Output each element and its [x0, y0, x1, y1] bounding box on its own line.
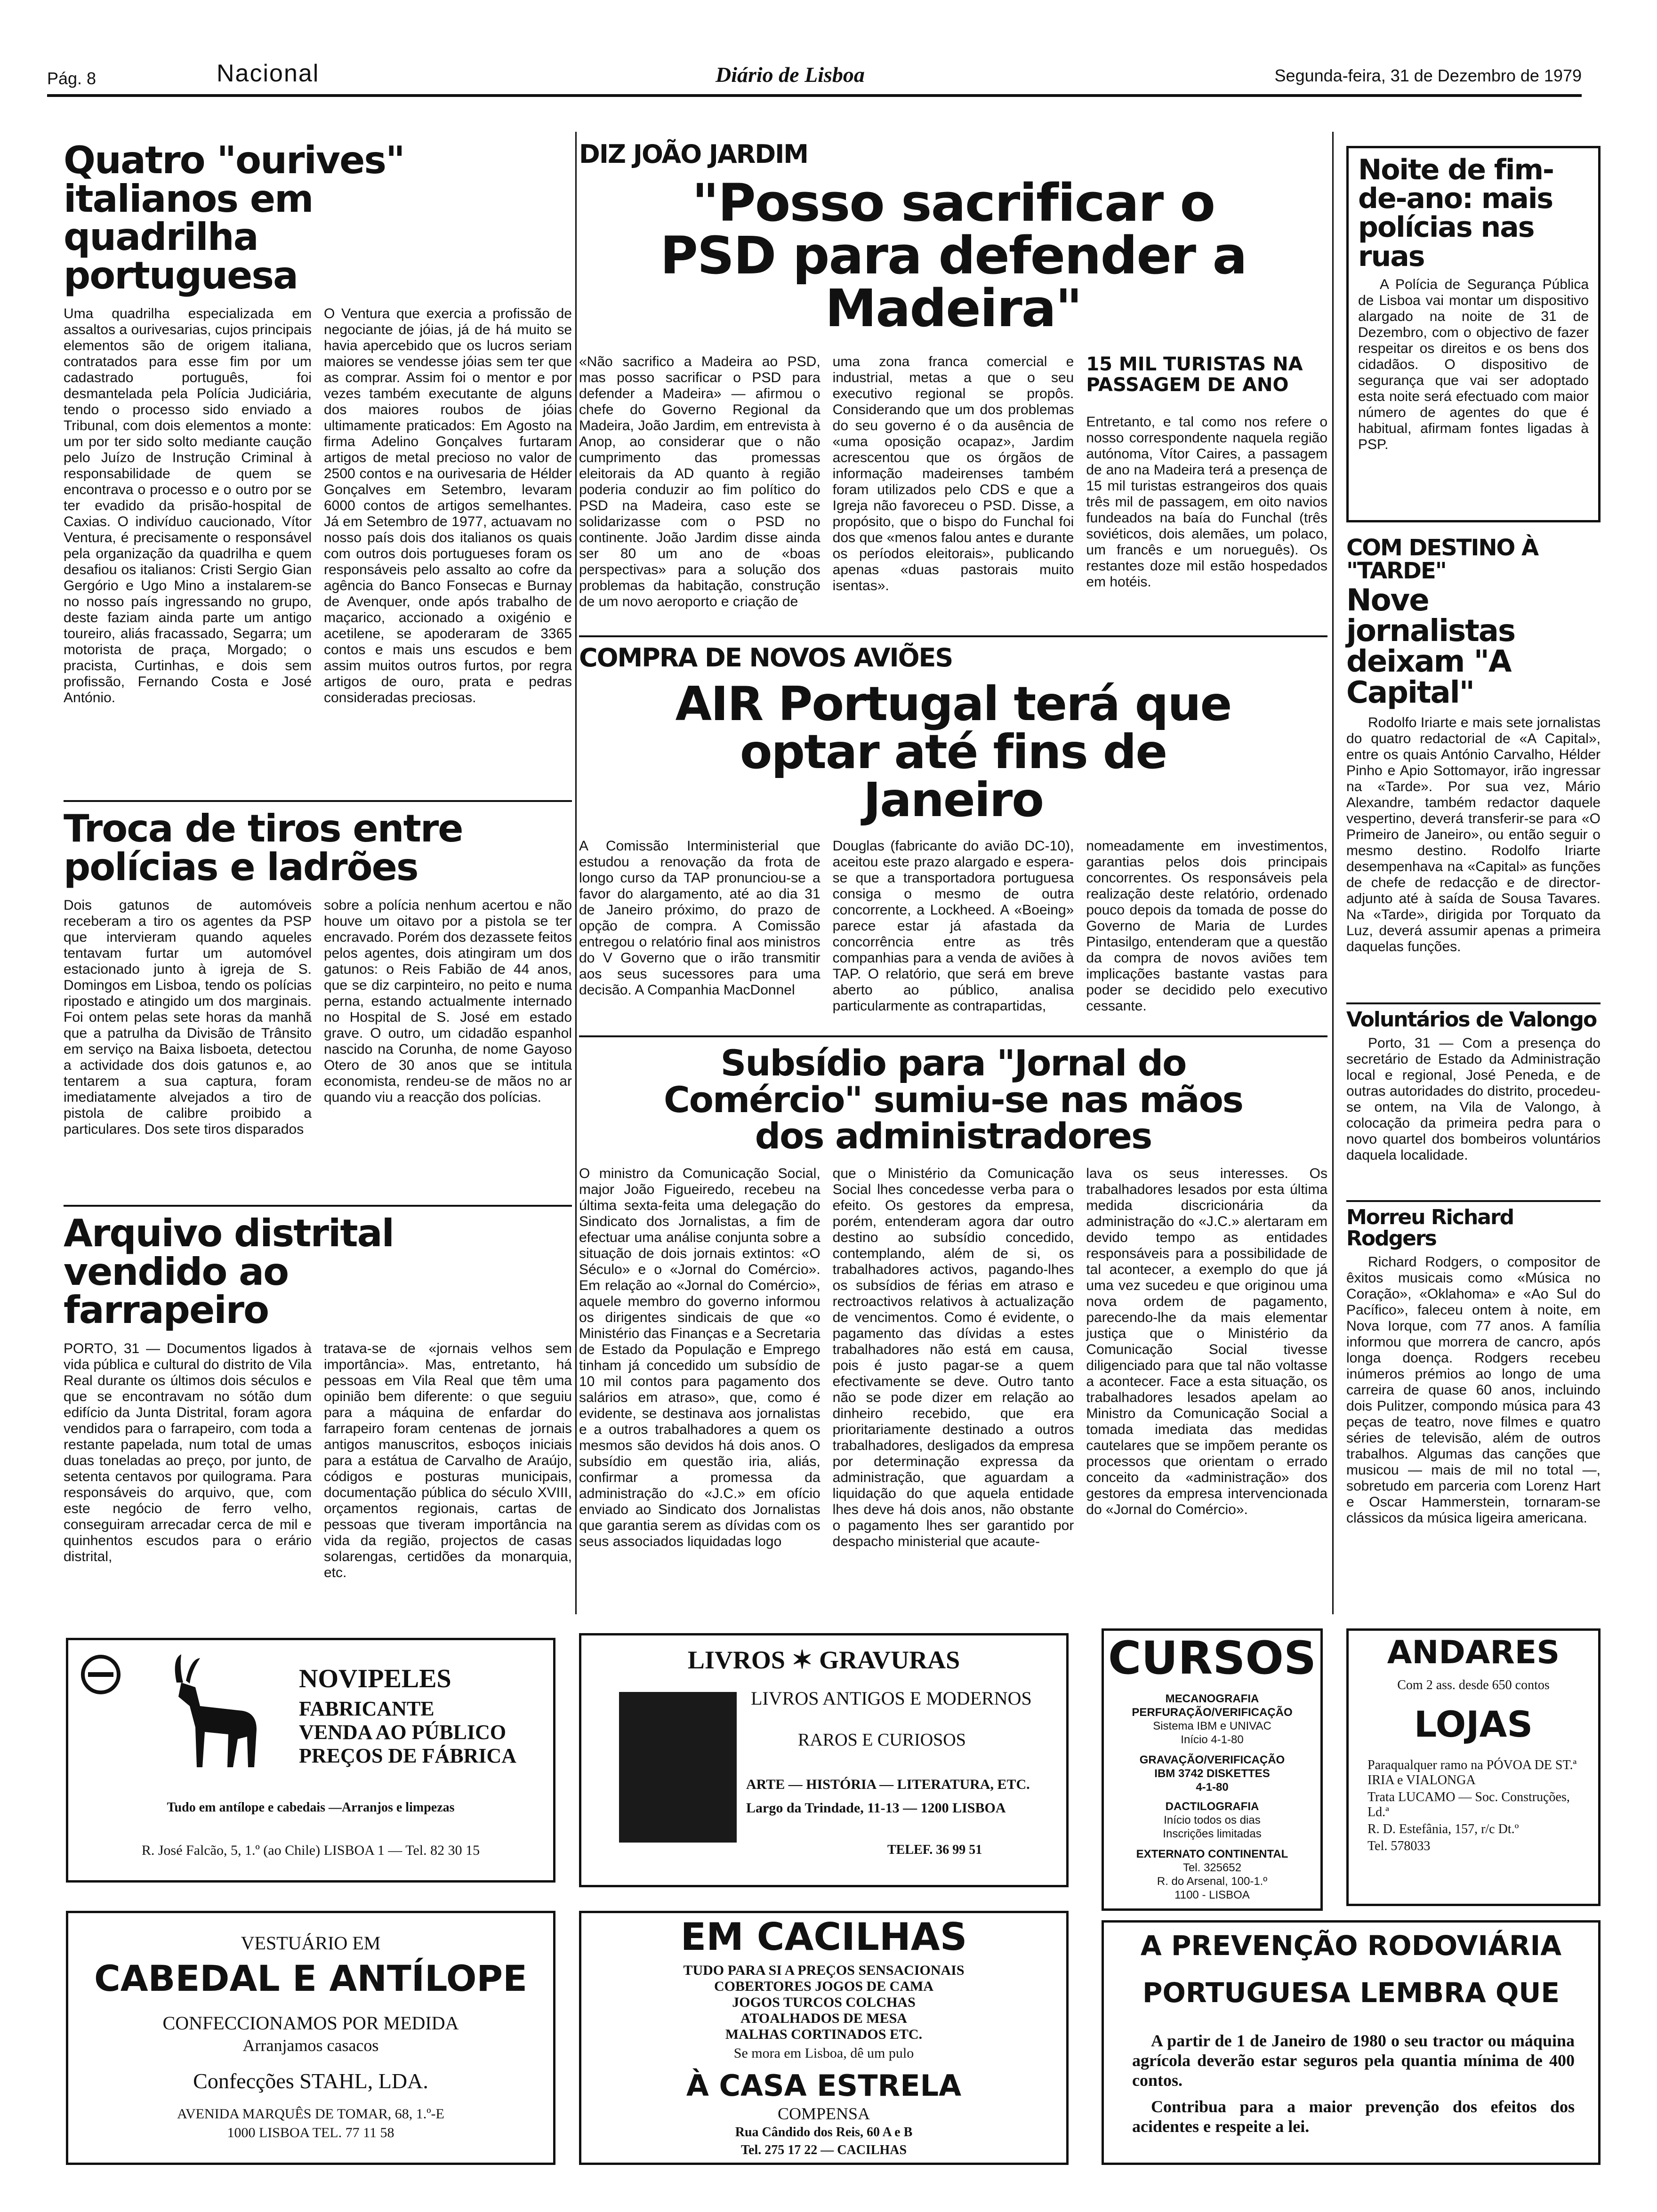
cursos-line3: Sistema IBM e UNIVAC — [1153, 1720, 1271, 1732]
subsidio-col1: O ministro da Comunicação Social, major João Figueiredo, recebeu na última sexta-feita uma delegação do Sindicato dos Jornalistas, a fim de efectuar uma análise conjunta sobre a situação de dois jornais extintos: «O Século» e o «Jornal do Comércio». Em relação ao «Jornal do Comércio», aquele membro do governo informou os dirigentes sindicais de que «o Ministério das Finanças e a Secretaria de Estado da População e Emprego tinham já concedido um subsídio de 10 mil contos para pagamento dos salários em atraso», que, como é evidente, se destinava aos jornalistas e a outros trabalhadores a quem os mesmos são devidos há dois anos. O subsídio em questão iria, aliás, confirmar a promessa da administração do «J.C.» em ofício enviado ao Sindicato dos Jornalistas que garantia serem as dívidas com os seus associados liquidadas logo — [579, 1165, 820, 1549]
cursos-line12: Tel. 325652 — [1182, 1861, 1242, 1874]
andares-line3: Trata LUCAMO — Soc. Construções, Ld.ª — [1367, 1790, 1570, 1819]
cursos-block — [1104, 1692, 1320, 1902]
rule-jardim-air — [579, 635, 1327, 637]
article-jardim — [579, 141, 1327, 610]
engraving-image — [619, 1692, 737, 1843]
article-ourives — [64, 138, 572, 706]
cursos-line7: 4-1-80 — [1196, 1781, 1229, 1794]
livros-line5: TELEF. 36 99 51 — [887, 1843, 982, 1857]
cacilhas-line2: COBERTORES JOGOS DE CAMA — [714, 1979, 933, 1994]
casa-estrela-title: À CASA ESTRELA — [686, 2068, 962, 2103]
cacilhas-line9: Tel. 275 17 22 — CACILHAS — [740, 2143, 907, 2157]
cabedal-line1: VESTUÁRIO EM — [241, 1932, 381, 1954]
article-arquivo — [64, 1211, 572, 1581]
newspaper-title: Diário de Lisboa — [716, 63, 865, 87]
arquivo-headline: Arquivo distrital vendido ao farrapeiro — [64, 1211, 394, 1332]
article-rodgers — [1346, 1207, 1601, 1526]
cacilhas-line7: COMPENSA — [777, 2104, 870, 2123]
novipeles-line1: FABRICANTE — [299, 1697, 434, 1720]
prevencao-title1: A PREVENÇÃO RODOVIÁRIA — [1140, 1930, 1562, 1962]
subsidio-headline: Subsídio para "Jornal do Comércio" sumiu-se nas mãos dos administradores — [663, 1042, 1243, 1157]
novipeles-line5: R. José Falcão, 5, 1.º (ao Chile) LISBOA 1 — Tel. 82 30 15 — [141, 1843, 480, 1858]
arquivo-col1: PORTO, 31 — Documentos ligados à vida pública e cultural do distrito de Vila Real durante os últimos dois séculos e que se encontravam no sótão dum edifício da Junta Distrital, foram agora vendidos para o farrapeiro, com toda a restante papelada, num total de umas duas toneladas ao preço, por junto, de setenta centavos por quilograma. Para responsáveis do arquivo, que, com este negócio de ferro velho, conseguiram arrecadar cerca de mil e quinhentos escudos para o erário distrital, — [64, 1340, 312, 1564]
air-headline: AIR Portugal terá que optar até fins de Janeiro — [675, 676, 1231, 828]
livros-line4: Largo da Trindade, 11-13 — 1200 LISBOA — [746, 1800, 1006, 1816]
cursos-line4: Início 4-1-80 — [1181, 1733, 1244, 1746]
cursos-line1: MECANOGRAFIA — [1165, 1692, 1259, 1705]
cursos-line6: IBM 3742 DISKETTES — [1154, 1767, 1270, 1780]
valongo-text: Porto, 31 — Com a presença do secretário de Estado da Administração local e regional, José Peneda, e de outras autoridades do distrito, procedeu-se ontem, na Vila de Valongo, à colocação da primeira pedra para o novo quartel dos bombeiros voluntários daquela localidade. — [1346, 1035, 1601, 1163]
air-col1: A Comissão Interministerial que estudou a renovação da frota de longo curso da TAP pronunciou-se a favor do alargamento, até ao dia 31 de Janeiro próximo, do prazo de opção de compra. A Comissão entregou o relatório final aos ministros do V Governo que o irão transmitir aos seus sucessores para uma decisão. A Companhia MacDonnel — [579, 838, 820, 998]
ourives-headline: Quatro "ourives" italianos em quadrilha portuguesa — [64, 138, 404, 297]
valongo-headline: Voluntários de Valongo — [1346, 1008, 1597, 1032]
cacilhas-line8: Rua Cândido dos Reis, 60 A e B — [735, 2125, 913, 2140]
ad-cacilhas — [579, 1911, 1069, 2165]
cabedal-title: CABEDAL E ANTÍLOPE — [94, 1957, 528, 1999]
cursos-line8: DACTILOGRAFIA — [1165, 1800, 1259, 1813]
cacilhas-line1: TUDO PARA SI A PREÇOS SENSACIONAIS — [683, 1963, 965, 1978]
cursos-line11: EXTERNATO CONTINENTAL — [1136, 1848, 1288, 1860]
jardim-col2: uma zona franca comercial e industrial, metas a que o seu executivo regional se propôs. Considerando que um dos problemas do seu governo é o da ausência de «uma oposição ocapaz», Jardim acrescentou que os órgãos de informação madeirenses também foram utilizados pelo CDS e que a Igreja não favoreceu o PSD. Disse, a propósito, que o bispo do Funchal foi dos que «menos falou antes e durante os períodos eleitorais», publicando apenas «duas pastorais muito isentas». — [832, 353, 1074, 593]
rodgers-text: Richard Rodgers, o compositor de êxitos musicais como «Música no Coração», «Oklahoma» e «Ao Sul do Pacífico», faleceu ontem à noite, em Nova Iorque, com 77 anos. A família informou que morrera de cancro, após longa doença. Rodgers recebeu inúmeros prémios ao longo de uma carreira de quase 60 anos, incluindo dois Pulitzer, compondo música para 43 peças de teatro, nove filmes e quatro séries de televisão, além de outros trabalhos. Algumas das canções que musicou — mais de mil no total —, sobretudo em parceria com Lorenz Hart e Oscar Hammerstein, tornaram-se clássicos da música ligeira americana. — [1346, 1254, 1601, 1526]
antelope-icon — [148, 1650, 271, 1772]
subsidio-col3: lava os seus interesses. Os trabalhadores lesados por esta última medida discricionária da administração do «J.C.» alertaram em devido tempo as entidades responsáveis para a possibilidade de tal acontecer, a exemplo do que já uma vez sucedeu e que originou uma nova ordem de pagamento, parecendo-lhe da mais elementar justiça que o Ministério da Comunicação Social tivesse diligenciado para que tal não voltasse a acontecer. Face a esta situação, os trabalhadores lesados apelam ao Ministro da Comunicação Social a tomada imediata das medidas cautelares que se impõem perante os processos que orientam o errado conceito da «administração» dos gestores da empresa intervencionada do «Jornal do Comércio». — [1086, 1165, 1328, 1517]
livros-title: LIVROS ✶ GRAVURAS — [687, 1646, 960, 1674]
capital-kicker: COM DESTINO À "TARDE" — [1346, 535, 1538, 584]
tiros-col2: sobre a polícia nenhum acertou e não houve um oitavo por a pistola se ter encravado. Porém dos dezassete feitos pelos agentes, dois atingiram um dos gatunos: o Reis Fabião de 44 anos, que se diz carpinteiro, no peito e numa perna, estando actualmente internado no Hospital de S. José em estado grave. O outro, um cidadão espanhol nascido na Corunha, de nome Gayoso Otero de 30 anos que se intitula economista, rendeu-se de mãos no ar quando viu a reacção dos polícias. — [324, 898, 572, 1106]
jardim-headline: "Posso sacrificar o PSD para defender a Madeira" — [660, 173, 1247, 339]
noite-text: A Polícia de Segurança Pública de Lisboa vai montar um dispositivo alargado na noite de 31 de Dezembro, com o objectivo de fazer respeitar os direitos e os bens dos cidadãos. O dispositivo de segurança que vai ser adoptado esta noite será efectuado com maior número de agentes do que é habitual, afirmam fontes ligadas à PSP. — [1358, 276, 1589, 452]
turistas-subhead: 15 MIL TURISTAS NA PASSAGEM DE ANO — [1086, 353, 1303, 396]
novipeles-name: NOVIPELES — [299, 1664, 451, 1693]
ad-cabedal — [66, 1911, 555, 2165]
article-noite — [1346, 146, 1601, 522]
article-tiros — [64, 809, 572, 1138]
cacilhas-line5: MALHAS CORTINADOS ETC. — [725, 2027, 923, 2042]
jardim-col3: Entretanto, e tal como nos refere o nosso correspondente naquela região autónoma, Vítor Caires, a passagem de ano na Madeira terá a presença de 15 mil turistas estrangeiros dos quais três mil de passagem, em oito navios fundeados na baía do Funchal (três soviéticos, dois alemães, um polaco, um francês e um norueguês). Os restantes doze mil estão hospedados em hotéis. — [1086, 414, 1328, 590]
rule-valongo-rodgers — [1346, 1200, 1601, 1202]
andares-details — [1367, 1758, 1584, 1854]
ad-andares — [1346, 1628, 1601, 1906]
article-subsidio — [579, 1042, 1328, 1550]
rule-air-subsidio — [579, 1035, 1327, 1037]
cabedal-line5: AVENIDA MARQUÊS DE TOMAR, 68, 1.º-E — [177, 2106, 444, 2122]
rodgers-headline: Morreu Richard Rodgers — [1346, 1205, 1514, 1250]
cacilhas-line3: JOGOS TURCOS COLCHAS — [732, 1995, 916, 2010]
noite-headline: Noite de fim-de-ano: mais polícias nas ruas — [1358, 153, 1553, 273]
andares-line5: Tel. 578033 — [1367, 1839, 1431, 1853]
cabedal-line6: 1000 LISBOA TEL. 77 11 58 — [227, 2125, 394, 2140]
article-air — [579, 645, 1327, 1014]
arquivo-col2: tratava-se de «jornais velhos sem importância». Mas, entretanto, há pessoas em Vila Real que têm uma opinião bem diferente: o que seguiu para a máquina de enfardar do farrapeiro foram centenas de jornais antigos manuscritos, esboços iniciais para a estátua de Carvalho de Araújo, códigos e posturas municipais, documentação pública do século XVIII, orçamentos regionais, cartas de pessoas que tiveram importância na vida da região, projectos de casas solarengas, certidões da monarquia, etc. — [324, 1340, 572, 1580]
lojas-title: LOJAS — [1414, 1703, 1533, 1745]
ad-livros — [579, 1633, 1069, 1887]
andares-title: ANDARES — [1387, 1634, 1560, 1671]
capital-text: Rodolfo Iriarte e mais sete jornalistas do quatro redactorial de «A Capital», entre os quais António Carvalho, Hélder Pinho e Apio Sottomayor, irão ingressar na «Tarde». Por sua vez, Mário Alexandre, também redactor daquele vespertino, deverá transferir-se para «O Primeiro de Janeiro», ou então seguir o mesmo destino. Rodolfo Iriarte desempenhava na «Capital» as funções de chefe de redacção e de director-adjunto até à saída de Sousa Tavares. Na «Tarde», dirigida por Torquato da Luz, deverá assumir apenas a primeira daquelas funções. — [1346, 714, 1601, 954]
andares-line2: Paraqualquer ramo na PÓVOA DE ST.ª IRIA e VIALONGA — [1367, 1758, 1577, 1787]
andares-line1: Com 2 ass. desde 650 contos — [1397, 1678, 1550, 1692]
livros-line1: LIVROS ANTIGOS E MODERNOS — [751, 1688, 1032, 1709]
section-name: Nacional — [217, 60, 320, 87]
cacilhas-line4: ATOALHADOS DE MESA — [740, 2011, 907, 2026]
rule-center-right — [1332, 132, 1334, 1614]
rule-tiros-arquivo — [64, 1205, 572, 1207]
cursos-line10: Inscrições limitadas — [1163, 1827, 1262, 1840]
jardim-col1: «Não sacrifico a Madeira ao PSD, mas posso sacrificar o PSD para defender a Madeira» — afirmou o chefe do Governo Regional da Madeira, João Jardim, em entrevista à Anop, ao considerar que o não cumprimento das promessas eleitorais da AD quanto à região poderia conduzir ao fim político do PSD na Madeira, caso este se solidarizasse com o PSD no continente. João Jardim disse ainda ser 80 um ano de «boas perspectivas» para a solução dos problemas da habitação, construção de um novo aeroporto e criação de — [579, 353, 820, 609]
tiros-col1: Dois gatunos de automóveis receberam a tiro os agentes da PSP que intervieram quando aqueles tentavam furtar um automóvel estacionado junto à igreja de S. Domingos em Lisboa, tendo os polícias ripostado e atingido um dos marginais. Foi ontem pelas sete horas da manhã que a patrulha da Divisão de Trânsito em serviço na Baixa lisboeta, detectou a actividade dos dois gatunos e, ao tentarem a sua captura, foram imediatamente alvejados a tiro de pistola de calibre proibido a particulares. Dos sete tiros disparados — [64, 898, 312, 1138]
livros-line3: ARTE — HISTÓRIA — LITERATURA, ETC. — [746, 1777, 1030, 1792]
prevencao-title2: PORTUGUESA LEMBRA QUE — [1142, 1977, 1560, 2009]
subsidio-col2: que o Ministério da Comunicação Social lhes concedesse verba para o efeito. Os gestores da empresa, porém, entenderam agora dar outro destino ao subsídio concedido, contemplando, além de si, os trabalhadores activos, pagando-lhes os subsídios de férias em atraso e rectroactivos relativos à actualização de vencimentos. Como é evidente, o pagamento das dívidas a estes trabalhadores não está em causa, pois é justo pagar-se a quem efectivamente se deve. Outro tanto não se pode dizer em relação ao dinheiro recebido, que era prioritariamente destinado a outros trabalhadores, desligados da empresa por determinação expressa da administração, que aguardam a liquidação do que aquela entidade lhes deve há dois anos, não obstante o pagamento lhes ser garantido por despacho ministerial que acaute- — [832, 1165, 1074, 1549]
edition-date: Segunda-feira, 31 de Dezembro de 1979 — [1274, 66, 1582, 85]
rule-ourives-tiros — [64, 800, 572, 802]
ad-prevencao — [1102, 1920, 1601, 2165]
cursos-title: CURSOS — [1108, 1632, 1317, 1684]
ad-cursos — [1102, 1628, 1323, 1911]
rule-left-center — [575, 132, 577, 1614]
page-number: Pág. 8 — [47, 69, 97, 88]
prevencao-line1: A partir de 1 de Janeiro de 1980 o seu tractor ou máquina agrícola deverão estar seguros pela quantia mínima de 400 contos. — [1132, 2031, 1575, 2090]
prevencao-line2: Contribua para a maior prevenção dos efeitos dos acidentes e respeite a lei. — [1132, 2097, 1575, 2136]
rule-capital-valongo — [1346, 1002, 1601, 1004]
cursos-line9: Início todos os dias — [1164, 1814, 1261, 1827]
ourives-col1: Uma quadrilha especializada em assaltos a ourivesarias, cujos principais elementos são de origem italiana, contratados para esse fim por um cadastrado português, foi desmantelada pela Polícia Judiciária, tendo o processo sido enviado a Tribunal, com dois elementos a monte: um por ter sido solto mediante caução pelo Juízo de Instrução Criminal à responsabilidade de quem se encontrava o processo e o outro por se ter evadido da prisão-hospital de Caxias. O indivíduo caucionado, Vítor Ventura, é precisamente o responsável pela organização da quadrilha e quem desafiou os italianos: Cristi Sergio Gian Gergório e Ugo Mino a instalarem-se no nosso país ingressando no grupo, deste faziam ainda parte um antigo toureiro, aliás fracassado, Segarra; um motorista de praça, Morgado; o pracista, Curtinhas, e dois sem profissão, Fernando Costa e José António. — [64, 306, 312, 706]
article-capital — [1346, 537, 1601, 955]
cabedal-line3: Arranjamos casacos — [242, 2036, 379, 2055]
novipeles-line3: PREÇOS DE FÁBRICA — [299, 1744, 517, 1767]
novipeles-line2: VENDA AO PÚBLICO — [299, 1721, 507, 1744]
cursos-line2: PERFURAÇÃO/VERIFICAÇÃO — [1132, 1706, 1293, 1719]
cacilhas-list — [581, 1963, 1066, 2061]
article-valongo — [1346, 1010, 1601, 1163]
masthead-rule — [47, 94, 1582, 97]
no-symbol-icon — [80, 1653, 122, 1696]
andares-line4: R. D. Estefânia, 157, r/c Dt.º — [1367, 1822, 1519, 1836]
air-col3: nomeadamente em investimentos, garantias pelos dois principais concorrentes. Os responsáveis pela realização deste relatório, ordenado pouco depois da tomada de posse do Governo de Maria de Lurdes Pintasilgo, entenderam que a questão da compra de novos aviões tem implicações bastante vastas para poder se decidido pelo executivo cessante. — [1086, 838, 1328, 1014]
novipeles-line4: Tudo em antílope e cabedais —Arranjos e limpezas — [167, 1800, 455, 1815]
capital-headline: Nove jornalistas deixam "A Capital" — [1346, 583, 1515, 710]
livros-line2: RAROS E CURIOSOS — [798, 1730, 966, 1750]
cacilhas-title: EM CACILHAS — [680, 1915, 967, 1959]
cursos-line14: 1100 - LISBOA — [1174, 1889, 1250, 1901]
air-col2: Douglas (fabricante do avião DC-10), aceitou este prazo alargado e espera-se que a transportadora portuguesa consiga o mesmo de outra concorrente, a Lockheed. A «Boeing» parece estar já afastada da concorrência entre as três companhias para a venda de aviões à TAP. O relatório, que será em breve aberto ao público, analisa particularmente as contrapartidas, — [832, 838, 1074, 1014]
ourives-col2: O Ventura que exercia a profissão de negociante de jóias, já de há muito se havia apercebido que os lucros seriam maiores se vendesse jóias sem ter que as comprar. Assim foi o mentor e por vezes também executante de alguns dos maiores roubos de jóias ultimamente praticados: Em Agosto na firma Adelino Gonçalves furtaram artigos de metal precioso no valor de 2500 contos e na ourivesaria de Hélder Gonçalves em Setembro, levaram 6000 contos de artigos semelhantes. Já em Setembro de 1977, actuavam no nosso país dois dos italianos os quais com outros dois portugueses foram os responsáveis pelo assalto ao cofre da agência do Banco Fonsecas e Burnay de Avenquer, onde após trabalho de maçarico, accionado a oxigénio e acetilene, se apoderaram de 3365 contos e mais uns escudos e bem assim muitos outros furtos, por regra artigos de ouro, prata e pedras consideradas preciosas. — [324, 306, 572, 706]
cursos-line13: R. do Arsenal, 100-1.º — [1157, 1875, 1268, 1888]
cabedal-line2: CONFECCIONAMOS POR MEDIDA — [162, 2012, 459, 2034]
masthead — [47, 59, 1582, 92]
jardim-kicker: DIZ JOÃO JARDIM — [579, 139, 808, 169]
cacilhas-line6: Se mora em Lisboa, dê um pulo — [733, 2045, 914, 2061]
cabedal-line4: Confecções STAHL, LDA. — [193, 2069, 428, 2093]
ad-novipeles — [66, 1638, 555, 1883]
tiros-headline: Troca de tiros entre polícias e ladrões — [64, 807, 463, 889]
cursos-line5: GRAVAÇÃO/VERIFICAÇÃO — [1139, 1754, 1285, 1766]
air-kicker: COMPRA DE NOVOS AVIÕES — [579, 643, 953, 673]
